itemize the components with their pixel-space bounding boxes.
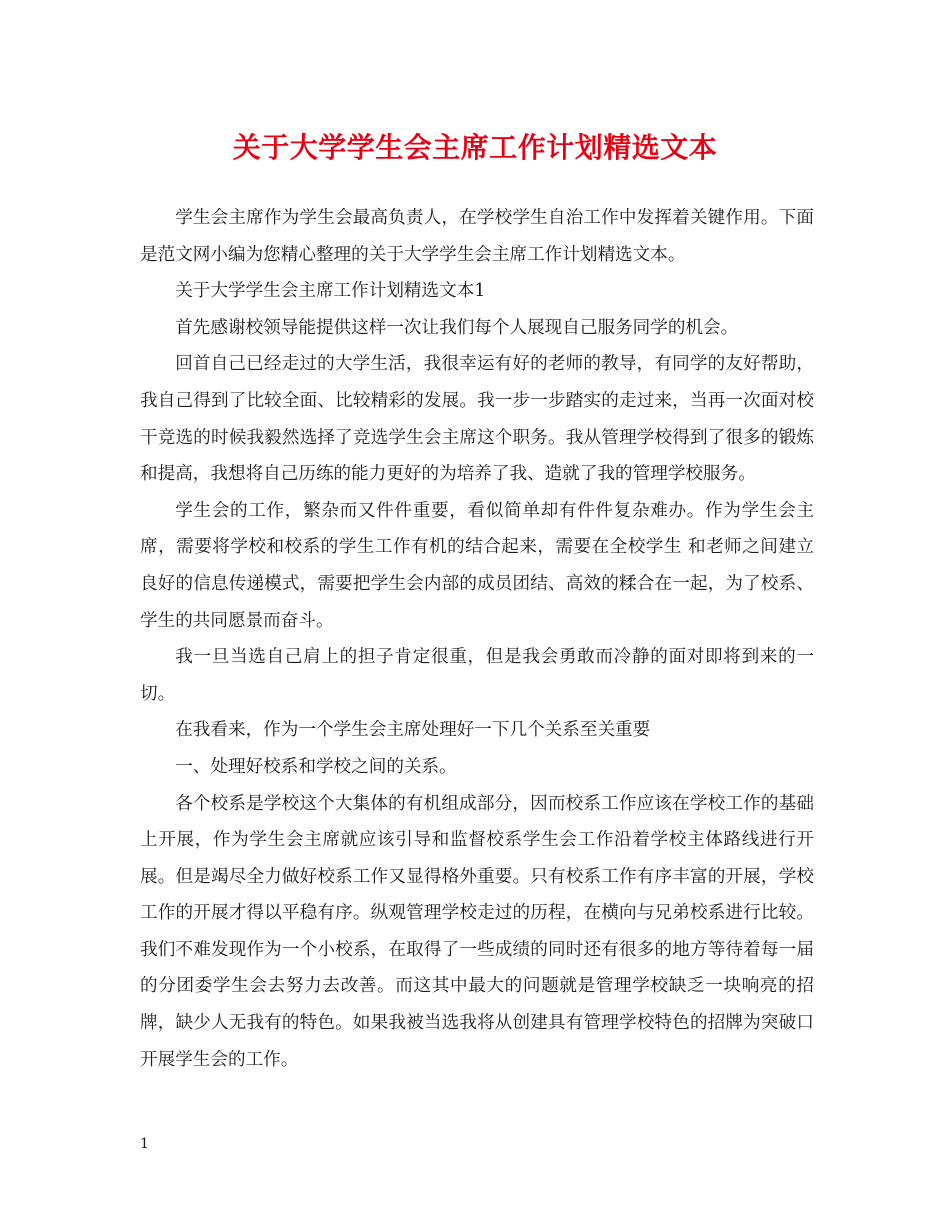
document-body <box>140 200 814 1078</box>
paragraph-departments: 各个校系是学校这个大集体的有机组成部分，因而校系工作应该在学校工作的基础上开展，作为学生会主席就应该引导和监督校系学生会工作沿着学校主体路线进行开展。但是竭尽全力做好校系工作又显得格外重要。只有校系工作有序丰富的开展，学校工作的开展才得以平稳有序。纵观管理学校走过的历程，在横向与兄弟校系进行比较。我们不难发现作为一个小校系，在取得了一些成绩的同时还有很多的地方等待着每一届的分团委学生会去努力去改善。而这其中最大的问题就是管理学校缺乏一块响亮的招牌，缺少人无我有的特色。如果我被当选我将从创建具有管理学校特色的招牌为突破口开展学生会的工作。 <box>140 793 814 1070</box>
paragraph-work: 学生会的工作，繁杂而又件件重要，看似简单却有件件复杂难办。作为学生会主席，需要将学校和校系的学生工作有机的结合起来，需要在全校学生 和老师之间建立良好的信息传递模式，需要把学生会内部的成员团结、高效的糅合在一起，为了校系、学生的共同愿景而奋斗。 <box>140 500 814 631</box>
page-number: 1 <box>140 1136 149 1152</box>
document-title: 关于大学学生会主席工作计划精选文本 <box>232 131 718 164</box>
paragraph-relations-intro: 在我看来，作为一个学生会主席处理好一下几个关系至关重要 <box>175 720 651 741</box>
paragraph-thanks: 首先感谢校领导能提供这样一次让我们每个人展现自己服务同学的机会。 <box>175 317 739 338</box>
paragraph-point-one: 一、处理好校系和学校之间的关系。 <box>175 756 457 777</box>
paragraph-section-heading: 关于大学学生会主席工作计划精选文本1 <box>175 281 486 302</box>
paragraph-intro: 学生会主席作为学生会最高负责人，在学校学生自治工作中发挥着关键作用。下面是范文网小编为您精心整理的关于大学学生会主席工作计划精选文本。 <box>140 208 814 265</box>
paragraph-review: 回首自己已经走过的大学生活，我很幸运有好的老师的教导，有同学的友好帮助，我自己得到了比较全面、比较精彩的发展。我一步一步踏实的走过来，当再一次面对校干竞选的时候我毅然选择了竞选学生会主席这个职务。我从管理学校得到了很多的锻炼和提高，我想将自己历练的能力更好的为培养了我、造就了我的管理学校服务。 <box>140 354 814 485</box>
paragraph-responsibility: 我一旦当选自己肩上的担子肯定很重，但是我会勇敢而冷静的面对即将到来的一切。 <box>140 647 814 704</box>
